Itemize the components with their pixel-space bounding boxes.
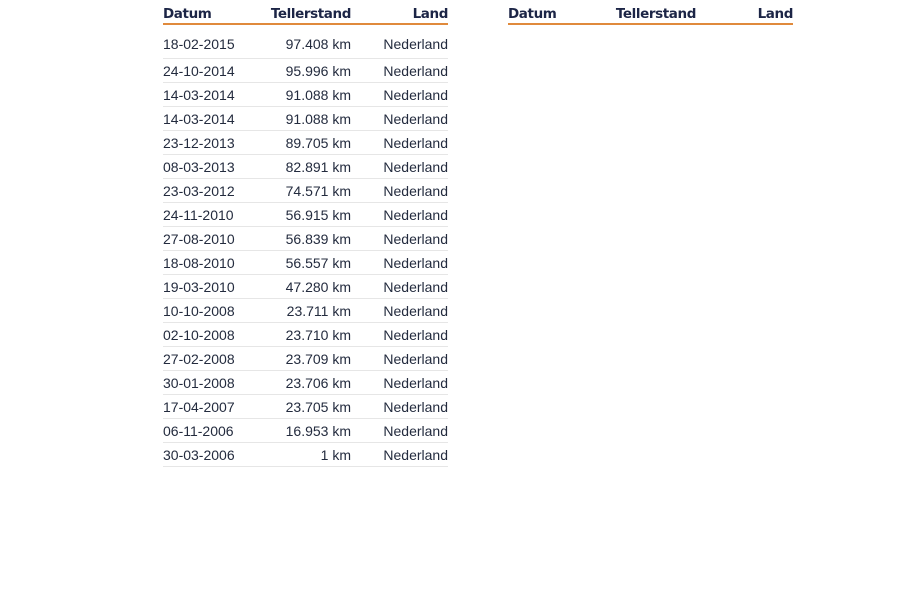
cell-odometer: 82.891 km [263,155,351,179]
table-row [163,59,448,83]
cell-date: 30-03-2006 [163,443,263,467]
table-body [163,24,448,467]
cell-country: Nederland [351,347,448,371]
column-header-country: Land [351,6,448,24]
cell-country: Nederland [351,299,448,323]
table-row [163,371,448,395]
cell-date: 10-10-2008 [163,299,263,323]
table-row [163,395,448,419]
table-row [163,107,448,131]
table-row [163,83,448,107]
table-row [163,227,448,251]
cell-country: Nederland [351,59,448,83]
table-row [163,131,448,155]
cell-country: Nederland [351,275,448,299]
cell-odometer: 91.088 km [263,83,351,107]
cell-odometer: 74.571 km [263,179,351,203]
cell-country: Nederland [351,155,448,179]
cell-odometer: 56.915 km [263,203,351,227]
cell-odometer: 23.710 km [263,323,351,347]
cell-odometer: 95.996 km [263,59,351,83]
cell-odometer: 91.088 km [263,107,351,131]
table-row [163,179,448,203]
cell-country: Nederland [351,251,448,275]
cell-date: 19-03-2010 [163,275,263,299]
table-row [163,323,448,347]
column-header-odometer: Tellerstand [608,6,696,24]
cell-date: 17-04-2007 [163,395,263,419]
column-header-odometer: Tellerstand [263,6,351,24]
cell-date: 23-03-2012 [163,179,263,203]
cell-date: 18-02-2015 [163,24,263,59]
cell-date: 27-02-2008 [163,347,263,371]
table-header-row [163,6,448,24]
cell-date: 27-08-2010 [163,227,263,251]
cell-country: Nederland [351,203,448,227]
cell-country: Nederland [351,131,448,155]
cell-odometer: 23.709 km [263,347,351,371]
cell-odometer: 47.280 km [263,275,351,299]
cell-country: Nederland [351,395,448,419]
cell-date: 14-03-2014 [163,83,263,107]
table-row [163,299,448,323]
cell-date: 08-03-2013 [163,155,263,179]
cell-date: 18-08-2010 [163,251,263,275]
table-row [163,275,448,299]
column-header-country: Land [696,6,793,24]
column-header-date: Datum [163,6,263,24]
cell-date: 24-10-2014 [163,59,263,83]
column-header-date: Datum [508,6,608,24]
table-row [163,251,448,275]
cell-odometer: 56.557 km [263,251,351,275]
cell-date: 06-11-2006 [163,419,263,443]
cell-odometer: 23.711 km [263,299,351,323]
table-row [163,155,448,179]
cell-country: Nederland [351,419,448,443]
cell-country: Nederland [351,24,448,59]
cell-odometer: 23.706 km [263,371,351,395]
cell-odometer: 1 km [263,443,351,467]
cell-odometer: 89.705 km [263,131,351,155]
cell-odometer: 56.839 km [263,227,351,251]
cell-date: 23-12-2013 [163,131,263,155]
cell-date: 02-10-2008 [163,323,263,347]
cell-odometer: 97.408 km [263,24,351,59]
table-row [163,203,448,227]
cell-country: Nederland [351,227,448,251]
cell-country: Nederland [351,371,448,395]
cell-country: Nederland [351,179,448,203]
table-row [163,347,448,371]
cell-country: Nederland [351,323,448,347]
cell-country: Nederland [351,83,448,107]
cell-country: Nederland [351,443,448,467]
table-row [163,24,448,59]
cell-date: 24-11-2010 [163,203,263,227]
cell-country: Nederland [351,107,448,131]
table-row [163,443,448,467]
odometer-history-table-empty [508,6,793,25]
table-row [163,419,448,443]
table-header-row [508,6,793,24]
cell-date: 14-03-2014 [163,107,263,131]
cell-odometer: 23.705 km [263,395,351,419]
odometer-history-table [163,6,448,467]
cell-date: 30-01-2008 [163,371,263,395]
cell-odometer: 16.953 km [263,419,351,443]
